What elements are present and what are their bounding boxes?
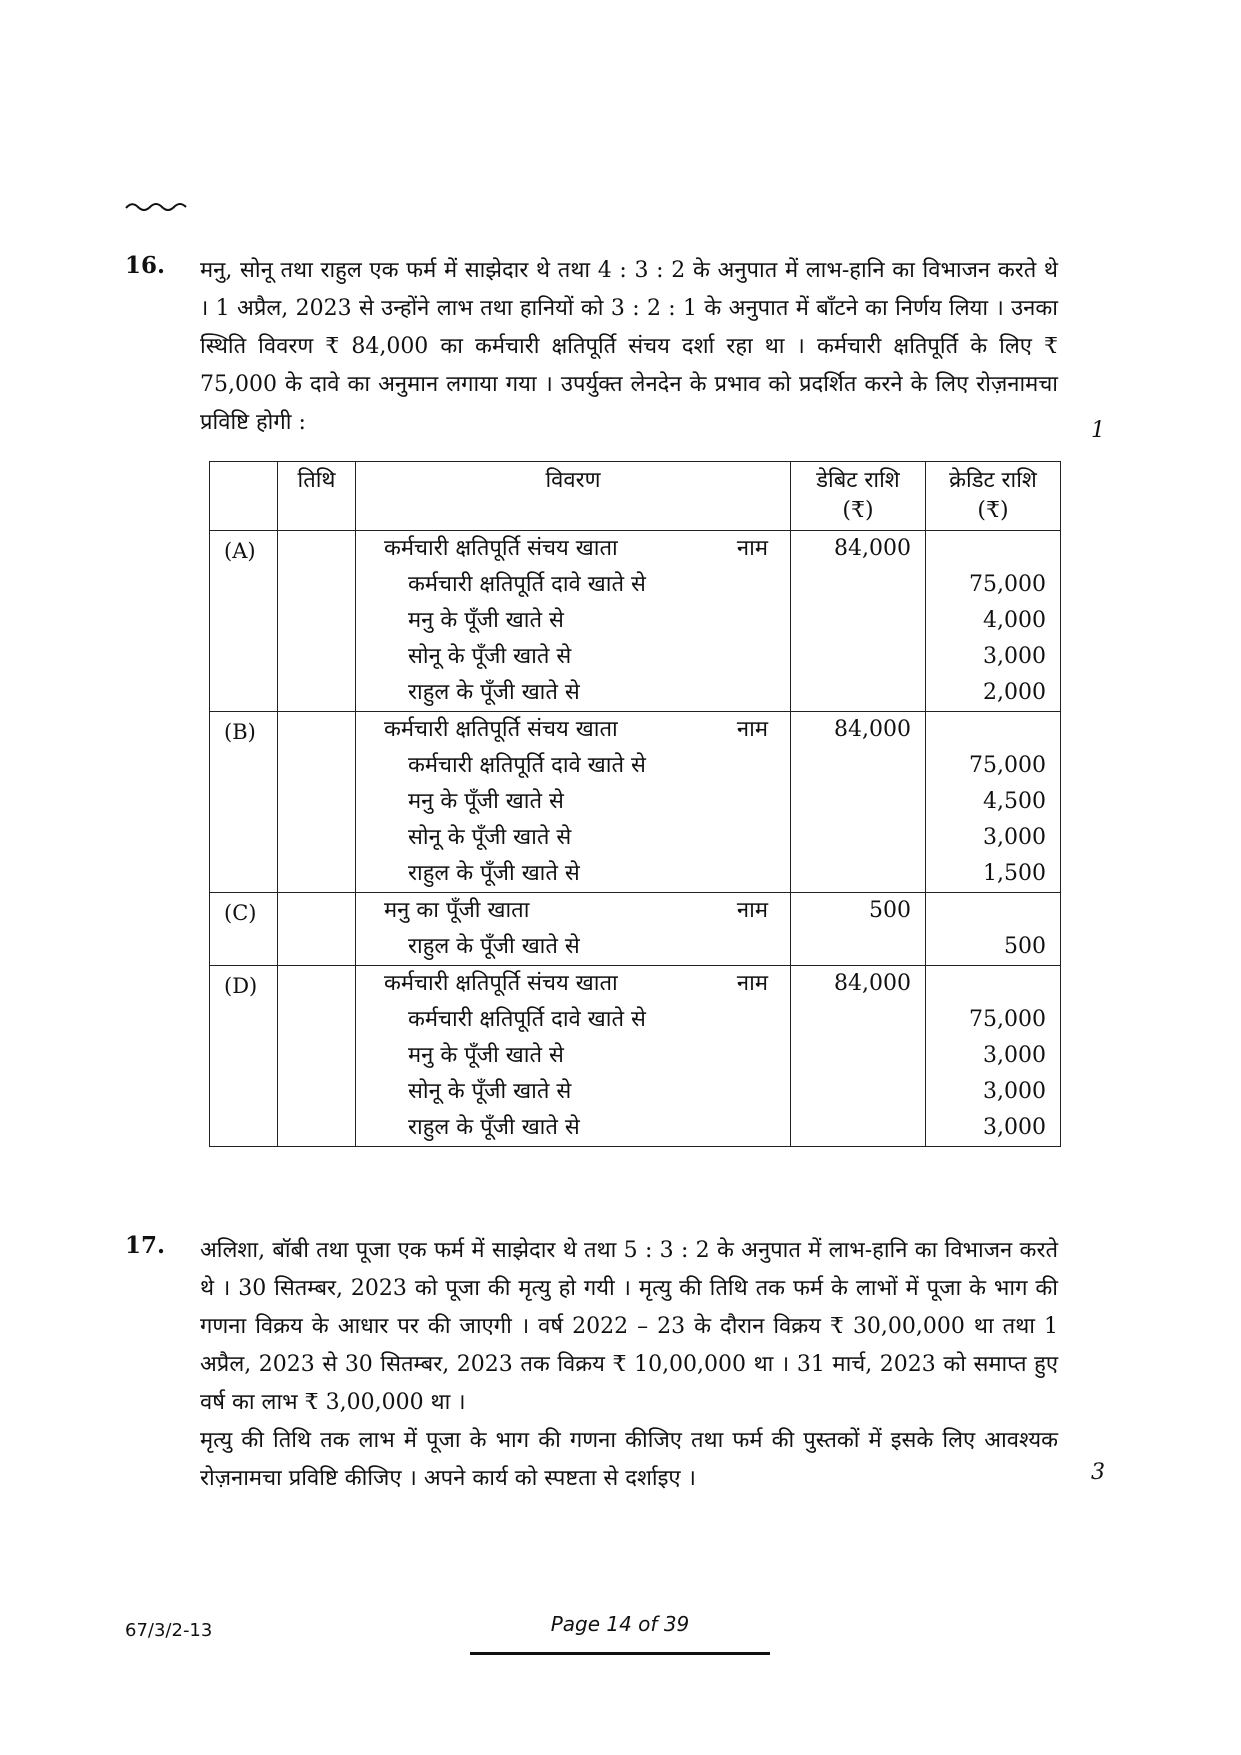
- date-cell: [278, 531, 356, 712]
- particulars-cell: [356, 893, 791, 966]
- credit-amount: 75,000: [969, 753, 1046, 778]
- account-name: सोनू के पूँजी खाते से: [408, 825, 572, 850]
- wave-mark-icon: [125, 200, 191, 214]
- credit-amount: 3,000: [983, 644, 1046, 669]
- debit-amount: [791, 1038, 925, 1074]
- account-name: राहुल के पूँजी खाते से: [408, 680, 580, 705]
- option-row: [210, 712, 1061, 893]
- credit-amount: 4,000: [983, 608, 1046, 633]
- credit-account-line: [356, 675, 790, 711]
- debit-cell: [791, 531, 926, 712]
- option-label: (A): [210, 531, 278, 712]
- table-header-row: [210, 462, 1061, 531]
- credit-amount: [926, 712, 1060, 748]
- debit-amount: [791, 603, 925, 639]
- credit-amount: [926, 893, 1060, 929]
- debit-amount: [791, 1074, 925, 1110]
- debit-header-label: डेबिट राशि: [816, 468, 900, 493]
- option-label: (D): [210, 966, 278, 1147]
- debit-amount: 84,000: [834, 971, 911, 996]
- option-row: [210, 893, 1061, 966]
- credit-amount: 1,500: [983, 861, 1046, 886]
- credit-amount: 75,000: [969, 572, 1046, 597]
- credit-amount: 2,000: [983, 680, 1046, 705]
- account-name: मनु के पूँजी खाते से: [408, 608, 564, 633]
- footer-rule: [470, 1652, 770, 1655]
- account-name: सोनू के पूँजी खाते से: [408, 644, 572, 669]
- question-16: [125, 252, 1105, 442]
- debit-amount: [791, 1002, 925, 1038]
- debit-header-unit: (₹): [842, 498, 874, 523]
- option-row: [210, 966, 1061, 1147]
- credit-account-line: [356, 820, 790, 856]
- question-text: [200, 252, 1058, 442]
- account-name: मनु का पूँजी खाता: [384, 898, 530, 923]
- credit-amount: 3,000: [983, 1115, 1046, 1140]
- debit-amount: [791, 567, 925, 603]
- credit-account-line: [356, 603, 790, 639]
- date-column-header: तिथि: [278, 462, 356, 531]
- credit-header-unit: (₹): [977, 498, 1009, 523]
- account-name: कर्मचारी क्षतिपूर्ति संचय खाता: [384, 717, 618, 742]
- account-name: कर्मचारी क्षतिपूर्ति संचय खाता: [384, 536, 618, 561]
- debit-account-line: [356, 712, 790, 748]
- debit-account-line: [356, 893, 790, 929]
- credit-account-line: [356, 567, 790, 603]
- debit-account-line: [356, 531, 790, 567]
- credit-account-line: [356, 1002, 790, 1038]
- option-label: (B): [210, 712, 278, 893]
- marks: 1: [1091, 418, 1105, 443]
- question-text: [200, 1232, 1058, 1498]
- credit-cell: [926, 712, 1061, 893]
- debit-amount: [791, 820, 925, 856]
- debit-amount: [791, 1110, 925, 1146]
- debit-amount: [791, 748, 925, 784]
- credit-amount: 3,000: [983, 825, 1046, 850]
- debit-column-header: [791, 462, 926, 531]
- account-name: मनु के पूँजी खाते से: [408, 1043, 564, 1068]
- particulars-cell: [356, 712, 791, 893]
- credit-column-header: [926, 462, 1061, 531]
- question-instruction: मृत्यु की तिथि तक लाभ में पूजा के भाग की गणना कीजिए तथा फर्म की पुस्तकों में इसके लिए आवश्यक रोज़नामचा प्रविष्टि कीजिए । अपने कार्य को स्पष्टता से दर्शाइए ।: [200, 1428, 1058, 1491]
- debit-cell: [791, 712, 926, 893]
- debit-amount: [791, 856, 925, 892]
- debit-account-line: [356, 966, 790, 1002]
- credit-account-line: [356, 1074, 790, 1110]
- account-name: राहुल के पूँजी खाते से: [408, 861, 580, 886]
- account-name: सोनू के पूँजी खाते से: [408, 1079, 572, 1104]
- dr-tag: नाम: [736, 536, 768, 561]
- credit-account-line: [356, 1038, 790, 1074]
- credit-amount: 3,000: [983, 1043, 1046, 1068]
- account-name: कर्मचारी क्षतिपूर्ति दावे खाते से: [408, 572, 646, 597]
- dr-tag: नाम: [736, 898, 768, 923]
- credit-cell: [926, 966, 1061, 1147]
- credit-account-line: [356, 639, 790, 675]
- debit-cell: [791, 966, 926, 1147]
- account-name: कर्मचारी क्षतिपूर्ति संचय खाता: [384, 971, 618, 996]
- paper-code: 67/3/2-13: [125, 1620, 213, 1641]
- dr-tag: नाम: [736, 717, 768, 742]
- credit-amount: 3,000: [983, 1079, 1046, 1104]
- credit-cell: [926, 531, 1061, 712]
- debit-amount: 84,000: [834, 536, 911, 561]
- option-column-header: [210, 462, 278, 531]
- debit-amount: [791, 784, 925, 820]
- debit-cell: [791, 893, 926, 966]
- credit-amount: 4,500: [983, 789, 1046, 814]
- debit-amount: [791, 639, 925, 675]
- debit-amount: [791, 929, 925, 965]
- credit-amount: [926, 966, 1060, 1002]
- date-cell: [278, 966, 356, 1147]
- credit-amount: 500: [1004, 934, 1046, 959]
- credit-header-label: क्रेडिट राशि: [949, 468, 1037, 493]
- question-body: मनु, सोनू तथा राहुल एक फर्म में साझेदार थे तथा 4 : 3 : 2 के अनुपात में लाभ-हानि का विभाजन करते थे । 1 अप्रैल, 2023 से उन्होंने लाभ तथा हानियों को 3 : 2 : 1 के अनुपात में बाँटने का निर्णय लिया । उनका स्थिति विवरण ₹ 84,000 का कर्मचारी क्षतिपूर्ति संचय दर्शा रहा था । कर्मचारी क्षतिपूर्ति के लिए ₹ 75,000 के दावे का अनुमान लगाया गया । उपर्युक्त लेनदेन के प्रभाव को प्रदर्शित करने के लिए रोज़नामचा प्रविष्टि होगी :: [200, 258, 1058, 435]
- question-number: 16.: [125, 252, 166, 279]
- credit-account-line: [356, 856, 790, 892]
- journal-entry-table: [209, 461, 1061, 1147]
- particulars-cell: [356, 531, 791, 712]
- credit-account-line: [356, 929, 790, 965]
- account-name: राहुल के पूँजी खाते से: [408, 1115, 580, 1140]
- account-name: कर्मचारी क्षतिपूर्ति दावे खाते से: [408, 753, 646, 778]
- particulars-column-header: विवरण: [356, 462, 791, 531]
- marks: 3: [1091, 1460, 1105, 1485]
- question-body: अलिशा, बॉबी तथा पूजा एक फर्म में साझेदार थे तथा 5 : 3 : 2 के अनुपात में लाभ-हानि का विभाजन करते थे । 30 सितम्बर, 2023 को पूजा की मृत्यु हो गयी । मृत्यु की तिथि तक फर्म के लाभों में पूजा के भाग की गणना विक्रय के आधार पर की जाएगी । वर्ष 2022 – 23 के दौरान विक्रय ₹ 30,00,000 था तथा 1 अप्रैल, 2023 से 30 सितम्बर, 2023 तक विक्रय ₹ 10,00,000 था । 31 मार्च, 2023 को समाप्त हुए वर्ष का लाभ ₹ 3,00,000 था ।: [200, 1238, 1058, 1415]
- credit-cell: [926, 893, 1061, 966]
- credit-account-line: [356, 784, 790, 820]
- option-row: [210, 531, 1061, 712]
- dr-tag: नाम: [736, 971, 768, 996]
- account-name: राहुल के पूँजी खाते से: [408, 934, 580, 959]
- account-name: कर्मचारी क्षतिपूर्ति दावे खाते से: [408, 1007, 646, 1032]
- credit-amount: 75,000: [969, 1007, 1046, 1032]
- option-label: (C): [210, 893, 278, 966]
- account-name: मनु के पूँजी खाते से: [408, 789, 564, 814]
- date-cell: [278, 893, 356, 966]
- question-number: 17.: [125, 1232, 166, 1259]
- question-17: [125, 1232, 1105, 1498]
- debit-amount: [791, 675, 925, 711]
- date-cell: [278, 712, 356, 893]
- credit-account-line: [356, 1110, 790, 1146]
- particulars-cell: [356, 966, 791, 1147]
- page-number: Page 14 of 39: [550, 1612, 690, 1636]
- debit-amount: 500: [869, 898, 911, 923]
- credit-amount: [926, 531, 1060, 567]
- debit-amount: 84,000: [834, 717, 911, 742]
- credit-account-line: [356, 748, 790, 784]
